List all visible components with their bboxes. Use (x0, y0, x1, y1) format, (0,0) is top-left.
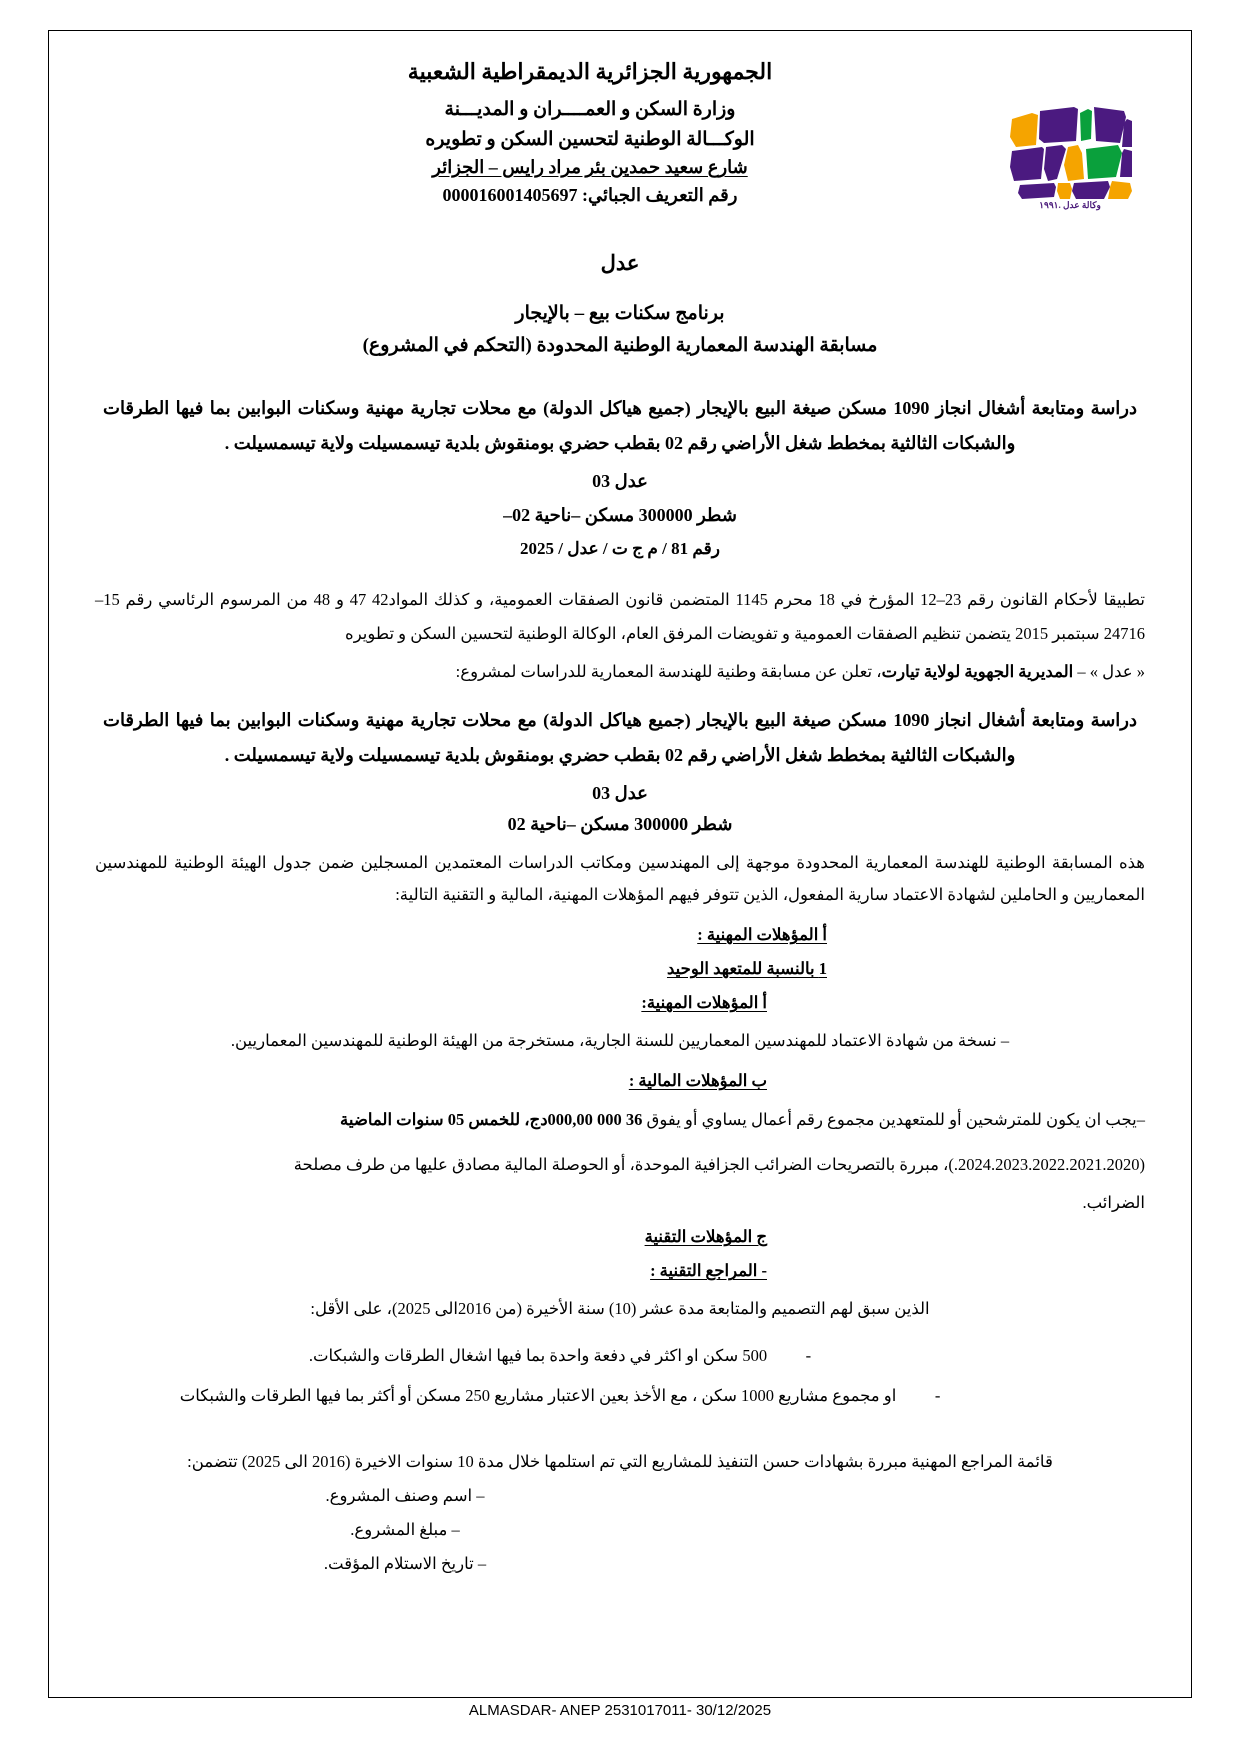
section-a-heading: أ المؤهلات المهنية : (697, 925, 827, 945)
tail-item: – اسم وصنف المشروع. (325, 1485, 485, 1505)
project-adl-lot: عدل 03 (592, 471, 648, 492)
section-a-item: – نسخة من شهادة الاعتماد للمهندسين المعماريين للسنة الجارية، مستخرجة من الهيئة الوطنية للمهندسين المعماريين. (230, 1031, 1010, 1051)
section-b-amount: 36 000 000,00 (547, 1110, 643, 1130)
document-header (95, 55, 1145, 237)
aadl-logo-icon (1008, 103, 1132, 199)
legal-paragraph-1: تطبيقا لأحكام القانون رقم 23–12 المؤرخ في 18 محرم 1145 المتضمن قانون الصفقات العمومية، و كذلك المواد42 47 و 48 من المرسوم الرئاسي رقم 15–24716 سبتمبر 2015 يتضمن تنظيم الصفقات العمومية و تفويضات المرفق العام، الوكالة الوطنية لتحسين السكن و تطويره (95, 590, 1146, 643)
title-adl: عدل (600, 251, 640, 275)
legal-paragraph-3: هذه المسابقة الوطنية للهندسة المعمارية المحدودة موجهة إلى المهندسين ومكاتب الدراسات المعتمدين المسجلين ضمن جدول الهيئة الوطنية للمهندسين المعماريين و الحاملين لشهادة الاعتماد سارية المفعول، الذين تتوفر فيهم المؤهلات المهنية، المالية و التقنية التالية: (95, 852, 1145, 904)
list-item (95, 1346, 1145, 1366)
section-b-years: (2024.2023.2022.2021.2020.)، مبررة بالتصريحات الضرائب الجزافية الموحدة، أو الحوصلة المالية مصادق عليها من طرف مصلحة (293, 1155, 1145, 1175)
list-item (95, 1386, 1145, 1406)
logo-caption: وكالة عدل .١٩٩١ (1039, 200, 1101, 210)
section-b-heading: ب المؤهلات المالية : (628, 1071, 767, 1091)
bullet-text: 500 سكن او اكثر في دفعة واحدة بما فيها اشغال الطرقات والشبكات. (308, 1345, 768, 1365)
agency-logo (995, 103, 1145, 211)
section-b-end: الضرائب. (1082, 1193, 1145, 1213)
section-c-heading: ج المؤهلات التقنية (644, 1227, 767, 1247)
project-adl-lot-repeat: عدل 03 (592, 782, 648, 803)
header-line-republic: الجمهورية الجزائرية الديمقراطية الشعبية (407, 59, 773, 84)
bullet-dash-icon: - (805, 1345, 812, 1365)
bullet-dash-icon: - (934, 1385, 941, 1405)
tail-item: – مبلغ المشروع. (350, 1519, 460, 1539)
header-line-ministry: وزارة السكن و العمــــران و المديـــنة (444, 99, 736, 121)
section-c-intro: الذين سبق لهم التصميم والمتابعة مدة عشر (10) سنة الأخيرة (من 2016الى 2025)، على الأقل: (310, 1299, 930, 1319)
legal-p2-pre: « عدل » – (1073, 661, 1145, 681)
page-footer: ALMASDAR- ANEP 2531017011- 30/12/2025 (468, 1702, 772, 1719)
project-tranche-repeat: شطر 300000 مسكن –ناحية 02 (507, 813, 733, 834)
project-description-repeat: دراسة ومتابعة أشغال انجاز 1090 مسكن صيغة البيع بالإيجار (جميع هياكل الدولة) مع محلات تجارية مهنية وسكنات البوابين بما فيها الطرقات والشبكات الثالثية بمخطط شغل الأراضي رقم 02 بقطب حضري بومنقوش بلدية تيسمسيلت ولاية تيسمسيلت . (103, 709, 1138, 765)
section-item-1: 1 بالنسبة للمتعهد الوحيد (666, 959, 827, 979)
title-competition: مسابقة الهندسة المعمارية الوطنية المحدودة (التحكم في المشروع) (362, 335, 878, 356)
section-c-sub-heading: - المراجع التقنية : (650, 1261, 767, 1281)
header-line-tax-id: رقم التعريف الجبائي: 000016001405697 (442, 184, 738, 205)
tail-intro: قائمة المراجع المهنية مبررة بشهادات حسن التنفيذ للمشاريع التي تم استلمها خلال مدة 10 سنوات الاخيرة (2016 الى 2025) تتضمن: (187, 1451, 1053, 1471)
header-line-agency: الوكـــالة الوطنية لتحسين السكن و تطويره (425, 128, 755, 150)
project-tranche: شطر 300000 مسكن –ناحية 02– (503, 505, 737, 526)
bullet-text: او مجموع مشاريع 1000 سكن ، مع الأخذ بعين الاعتبار مشاريع 250 مسكن أو أكثر بما فيها الطرقات والشبكات (179, 1385, 897, 1405)
legal-p2-post: ، تعلن عن مسابقة وطنية للهندسة المعمارية للدراسات لمشروع: (455, 661, 882, 681)
section-b-pre: –يجب ان يكون للمترشحين أو للمتعهدين مجموع رقم أعمال يساوي أو يفوق (642, 1110, 1145, 1130)
project-reference: رقم 81 / م ج ت / عدل / 2025 (520, 539, 720, 559)
tail-item: – تاريخ الاستلام المؤقت. (323, 1553, 487, 1573)
title-program: برنامج سكنات بيع – بالإيجار (515, 303, 725, 324)
legal-p2-directorate: المديرية الجهوية لولاية تيارت (881, 661, 1074, 681)
header-line-address: شارع سعيد حمدين بئر مراد رايس – الجزائر (432, 156, 748, 177)
legal-paragraph-2 (95, 655, 1145, 689)
section-b-mid: دج، للخمس 05 سنوات الماضية (340, 1110, 548, 1130)
section-a-sub-heading: أ المؤهلات المهنية: (641, 993, 767, 1013)
document-page (48, 30, 1192, 1698)
section-b-item (95, 1103, 1145, 1136)
project-description: دراسة ومتابعة أشغال انجاز 1090 مسكن صيغة البيع بالإيجار (جميع هياكل الدولة) مع محلات تجارية مهنية وسكنات البوابين بما فيها الطرقات والشبكات الثالثية بمخطط شغل الأراضي رقم 02 بقطب حضري بومنقوش بلدية تيسمسيلت ولاية تيسمسيلت . (103, 398, 1138, 454)
